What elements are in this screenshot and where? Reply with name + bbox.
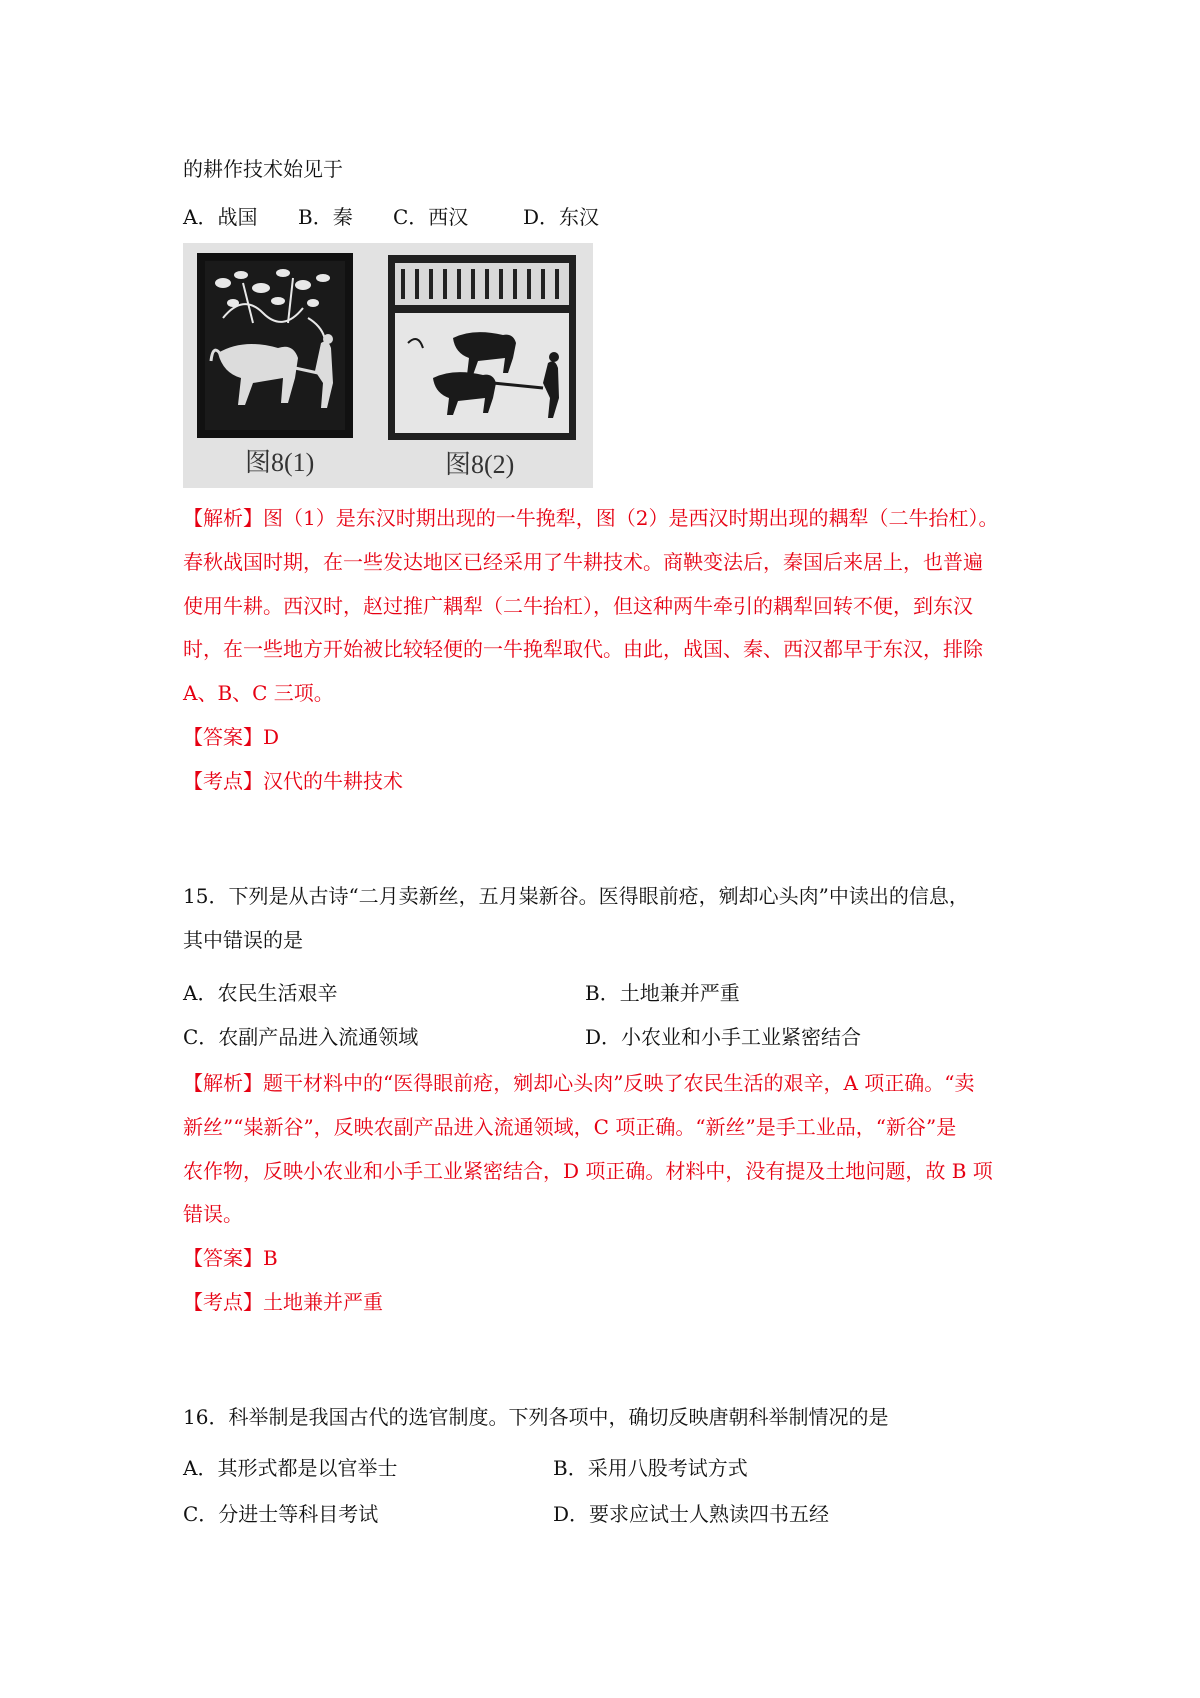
q14-point: 【考点】汉代的牛耕技术 (183, 769, 403, 793)
q16-option-a: A．其形式都是以官举士 (183, 1456, 398, 1480)
ox-plough-figure (183, 243, 593, 488)
q14-analysis-line-3: 使用牛耕。西汉时，赵过推广耦犁（二牛抬杠），但这种两牛牵引的耦犁回转不便，到东汉 (183, 594, 973, 618)
q14-analysis-line-5: A、B、C 三项。 (183, 681, 334, 705)
q16-option-d: D．要求应试士人熟读四书五经 (553, 1502, 830, 1526)
figure-caption-1: 图8(1) (245, 448, 315, 477)
q14-option-d: D．东汉 (523, 205, 600, 229)
q14-stem-tail: 的耕作技术始见于 (183, 157, 343, 181)
q15-answer: 【答案】B (183, 1246, 278, 1270)
ox-plough-rubbings-image (183, 243, 593, 488)
q16-option-c: C．分进士等科目考试 (183, 1502, 379, 1526)
q14-option-c: C．西汉 (393, 205, 469, 229)
q15-option-b: B．土地兼并严重 (585, 981, 740, 1005)
q15-analysis-line-2: 新丝”“粜新谷”，反映农副产品进入流通领域，C 项正确。“新丝”是手工业品，“新谷”是 (183, 1115, 957, 1139)
q14-option-a: A．战国 (183, 205, 258, 229)
q15-analysis-line-1: 【解析】题干材料中的“医得眼前疮，剜却心头肉”反映了农民生活的艰辛，A 项正确。“卖 (183, 1071, 975, 1095)
q15-option-d: D．小农业和小手工业紧密结合 (585, 1025, 862, 1049)
q16-option-b: B．采用八股考试方式 (553, 1456, 748, 1480)
q15-option-a: A．农民生活艰辛 (183, 981, 338, 1005)
q15-point: 【考点】土地兼并严重 (183, 1290, 383, 1314)
figure-caption-2: 图8(2) (445, 450, 515, 479)
q14-answer: 【答案】D (183, 725, 280, 749)
q14-option-b: B．秦 (298, 205, 353, 229)
q14-analysis-line-4: 时，在一些地方开始被比较轻便的一牛挽犁取代。由此，战国、秦、西汉都早于东汉，排除 (183, 637, 983, 661)
q14-analysis-line-1: 【解析】图（1）是东汉时期出现的一牛挽犁，图（2）是西汉时期出现的耦犁（二牛抬杠）。 (183, 506, 999, 530)
q15-analysis-line-3: 农作物，反映小农业和小手工业紧密结合，D 项正确。材料中，没有提及土地问题，故 B 项 (183, 1159, 993, 1183)
q15-stem-line-2: 其中错误的是 (183, 928, 303, 952)
q15-option-c: C．农副产品进入流通领域 (183, 1025, 419, 1049)
q16-stem: 16．科举制是我国古代的选官制度。下列各项中，确切反映唐朝科举制情况的是 (183, 1405, 889, 1429)
q15-stem-line-1: 15．下列是从古诗“二月卖新丝，五月粜新谷。医得眼前疮，剜却心头肉”中读出的信息， (183, 884, 969, 908)
q15-analysis-line-4: 错误。 (183, 1202, 243, 1226)
q14-analysis-line-2: 春秋战国时期，在一些发达地区已经采用了牛耕技术。商鞅变法后，秦国后来居上，也普遍 (183, 550, 983, 574)
